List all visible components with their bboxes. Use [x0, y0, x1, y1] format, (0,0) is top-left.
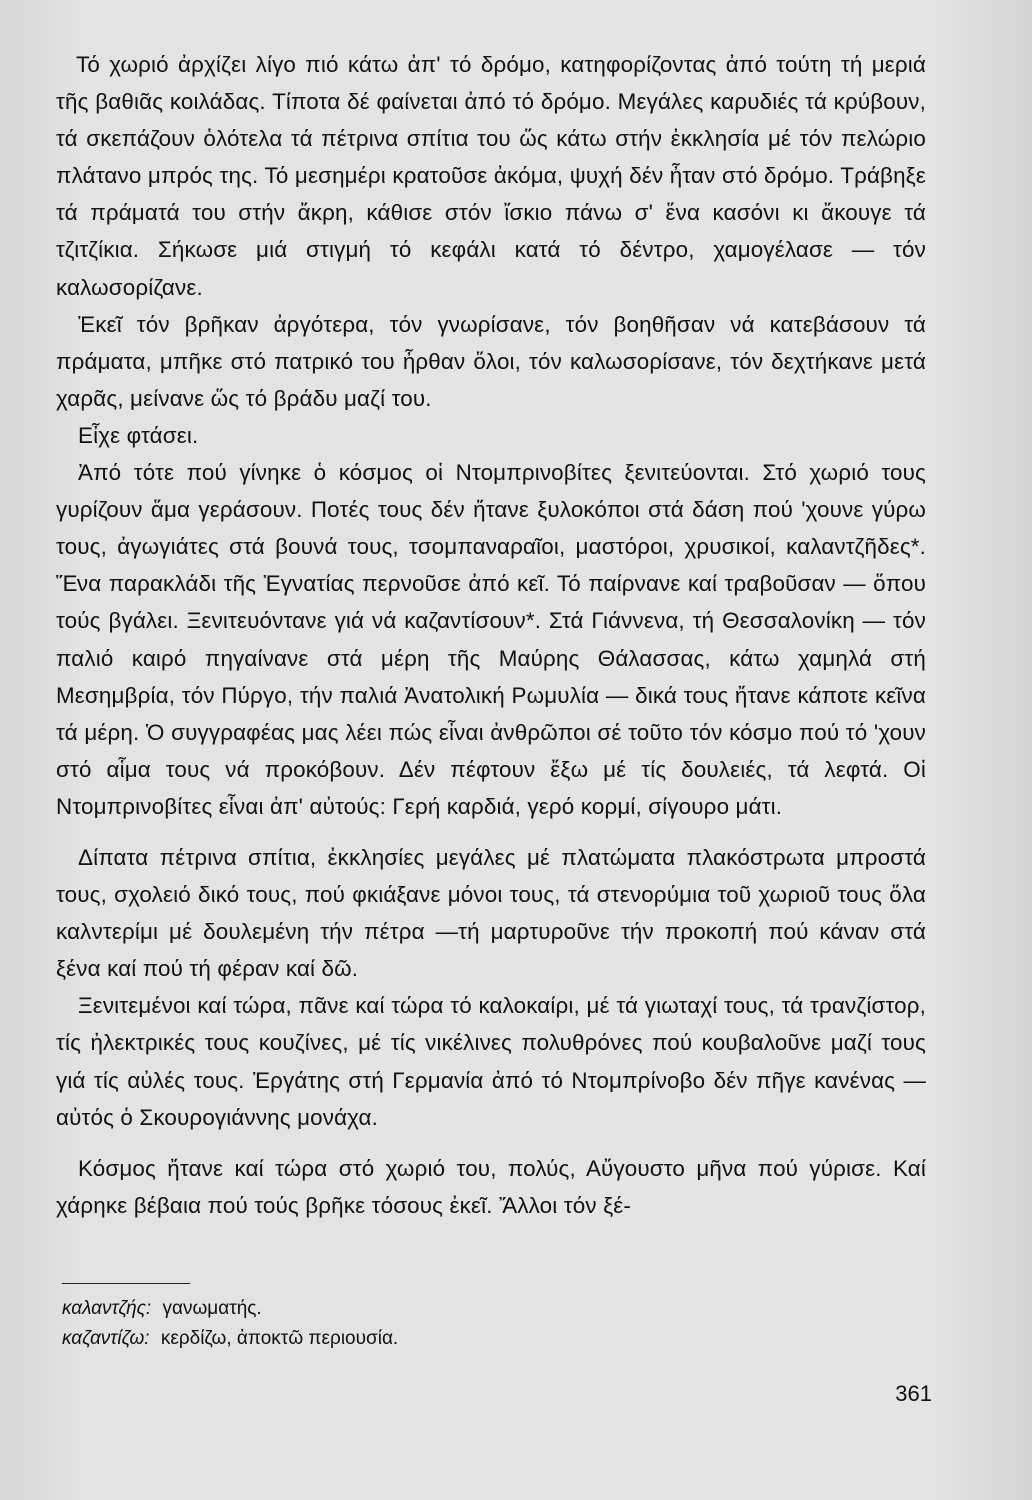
paragraph-7: Κόσμος ἤτανε καί τώρα στό χωριό του, πολύς, Αὔγουστο μῆνα πού γύρισε. Καί χάρηκε βέβαια πού τούς βρῆκε τόσους ἐκεῖ. Ἄλλοι τόν ξέ- [56, 1155, 926, 1218]
paragraph-2: Ἐκεῖ τόν βρῆκαν ἀργότερα, τόν γνωρίσανε, τόν βοηθῆσαν νά κατεβάσουν τά πράματα, μπῆκε στό πατρικό του ἦρθαν ὅλοι, τόν καλωσορίσανε, τόν δεχτήκανε μετά χαρᾶς, μείνανε ὥς τό βράδυ μαζί του. [56, 311, 926, 411]
body-text [56, 46, 926, 1224]
footnote-term: καλαντζής: [62, 1298, 152, 1319]
footnote-2 [62, 1324, 662, 1354]
footnotes [62, 1283, 662, 1354]
paragraph-6: Ξενιτεμένοι καί τώρα, πᾶνε καί τώρα τό καλοκαίρι, μέ τά γιωταχί τους, τά τρανζίστορ, τίς ἠλεκτρικές τους κουζίνες, μέ τίς νικέλινες πολυθρόνες πού κουβαλοῦνε μαζί τους γιά τίς αὐλές τους. Ἐργάτης στή Γερμανία ἀπό τό Ντομπρίνοβο δέν πῆγε κανένας — αὐτός ὁ Σκουρογιάννης μονάχα. [56, 993, 926, 1130]
page-number: 361 [895, 1381, 932, 1406]
footnote-definition: γανωματής. [162, 1298, 262, 1319]
paragraph-1: Τό χωριό ἀρχίζει λίγο πιό κάτω ἀπ' τό δρόμο, κατηφορίζοντας ἀπό τούτη τή μεριά τῆς βαθιᾶς κοιλάδας. Τίποτα δέ φαίνεται ἀπό τό δρόμο. Μεγάλες καρυδιές τά κρύβουν, τά σκεπάζουν ὁλότελα τά πέτρινα σπίτια του ὥς κάτω στήν ἐκκλησία μέ τόν πελώριο πλάτανο μπρός της. Τό μεσημέρι κρατοῦσε ἀκόμα, ψυχή δέν ἦταν στό δρόμο. Τράβηξε τά πράματά του στήν ἄκρη, κάθισε στόν ἴσκιο πάνω σ' ἕνα κασόνι κι ἄκουγε τά τζιτζίκια. Σήκωσε μιά στιγμή τό κεφάλι κατά τό δέντρο, χαμογέλασε — τόν καλωσορίζανε. [56, 52, 926, 300]
paragraph-5: Δίπατα πέτρινα σπίτια, ἐκκλησίες μεγάλες μέ πλατώματα πλακόστρωτα μπροστά τους, σχολειό δικό τους, πού φκιάξανε μόνοι τους, τά στενορύμια τοῦ χωριοῦ τους ὅλα καλντερίμι μέ δουλεμένη τήν πέτρα —τή μαρτυροῦνε τήν προκοπή πού κάναν στά ξένα καί πού τή φέραν καί δῶ. [56, 844, 926, 982]
footnote-definition: κερδίζω, ἀποκτῶ περιουσία. [160, 1328, 399, 1349]
paragraph-4: Ἀπό τότε πού γίνηκε ὁ κόσμος οἱ Ντομπρινοβίτες ξενιτεύονται. Στό χωριό τους γυρίζουν ἅμα γεράσουν. Ποτές τους δέν ἤτανε ξυλοκόποι στά δάση πού 'χουνε γύρω τους, ἀγωγιάτες στά βουνά τους, τσομπαναραῖοι, μαστόροι, χρυσικοί, καλαντζῆδες*. Ἕνα παρακλάδι τῆς Ἐγνατίας περνοῦσε ἀπό κεῖ. Τό παίρνανε καί τραβοῦσαν — ὅπου τούς βγάλει. Ξενιτευόντανε γιά νά καζαντίσουν*. Στά Γιάννενα, τή Θεσσαλονίκη — τόν παλιό καιρό πηγαίνανε στά μέρη τῆς Μαύρης Θάλασσας, κάτω χαμηλά στή Μεσημβρία, τόν Πύργο, τήν παλιά Ἀνατολική Ρωμυλία — δικά τους ἤτανε κάποτε κεῖνα τά μέρη. Ὁ συγγραφέας μας λέει πώς εἶναι ἀνθρῶποι σέ τοῦτο τόν κόσμο πού τό 'χουν στό αἷμα τους νά προκόβουν. Δέν πέφτουν ἔξω μέ τίς δουλειές, τά λεφτά. Οἱ Ντομπρινοβίτες εἶναι ἀπ' αὐτούς: Γερή καρδιά, γερό κορμί, σίγουρο μάτι. [56, 460, 926, 819]
footnote-rule [62, 1283, 190, 1284]
footnote-term: καζαντίζω: [62, 1328, 150, 1349]
footnote-1 [62, 1294, 662, 1324]
paragraph-3: Εἶχε φτάσει. [78, 422, 199, 448]
